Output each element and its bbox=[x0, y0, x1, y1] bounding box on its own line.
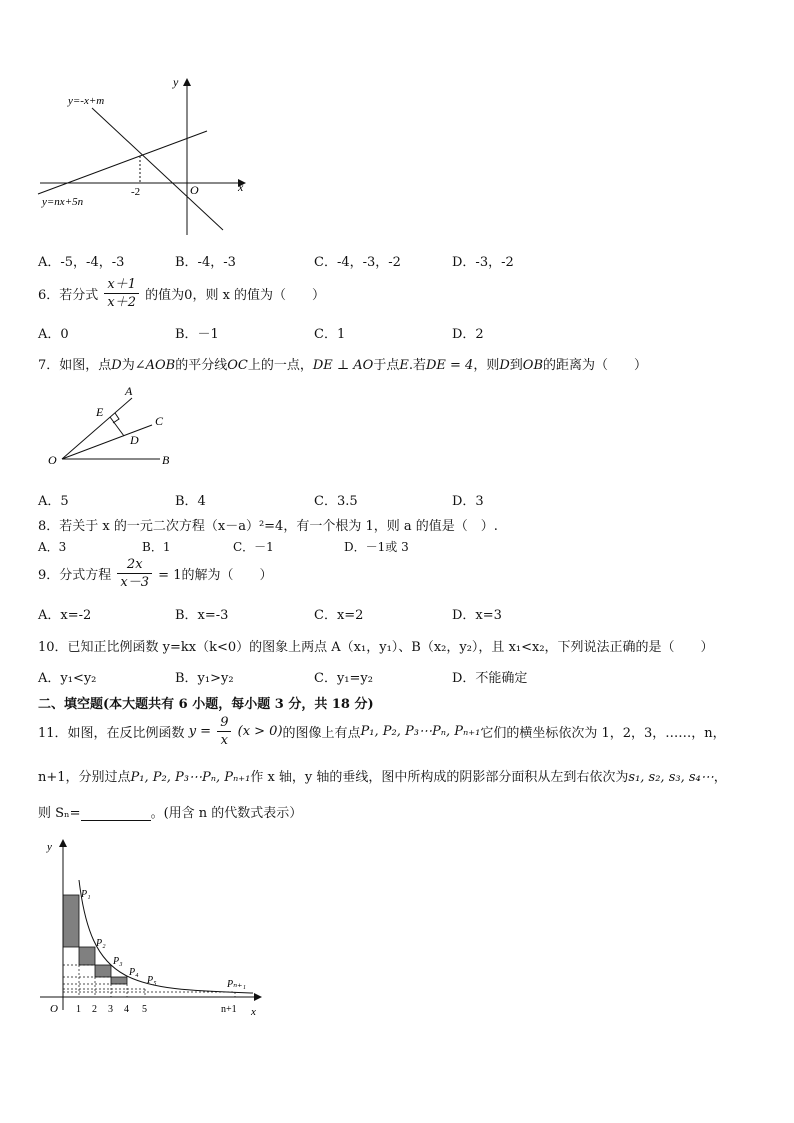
label-p2: P₂ bbox=[96, 938, 106, 949]
q11-mid: 的图像上有点 bbox=[282, 726, 361, 741]
q9-numerator: 2x bbox=[117, 556, 152, 574]
label-d: D bbox=[130, 433, 139, 447]
label-p1: P₁ bbox=[81, 889, 91, 900]
q5-option-d[interactable]: D．-3，-2 bbox=[452, 255, 514, 270]
q9-option-c[interactable]: C．x=2 bbox=[314, 608, 364, 623]
q6-prefix: 6．若分式 bbox=[38, 288, 99, 303]
q7-text-c: 的平分线 bbox=[175, 358, 228, 373]
q6-numerator: x＋1 bbox=[104, 276, 139, 294]
q7-de-perp: DE ⊥ AO bbox=[312, 358, 374, 373]
q7-figure bbox=[40, 380, 190, 470]
q11-numerator: 9 bbox=[217, 714, 231, 732]
q7-text-d: 上的一点， bbox=[247, 358, 313, 373]
q10-option-c[interactable]: C．y₁=y₂ bbox=[314, 671, 373, 686]
q6-option-c[interactable]: C．1 bbox=[314, 327, 346, 342]
label-p4: P₄ bbox=[129, 967, 139, 978]
q9-denominator: x－3 bbox=[120, 575, 150, 590]
label-x: x bbox=[251, 1006, 256, 1018]
q7-option-d[interactable]: D．3 bbox=[452, 494, 484, 509]
q7-option-a[interactable]: A．5 bbox=[38, 494, 69, 509]
shaded-area-s2 bbox=[79, 947, 95, 965]
q11-line-3 bbox=[38, 802, 302, 821]
q8-stem: 8．若关于 x 的一元二次方程（x－a）²=4，有一个根为 1，则 a 的值是（ ）. bbox=[38, 519, 498, 534]
q6-stem bbox=[38, 276, 325, 311]
q5-option-c[interactable]: C．-4，-3，-2 bbox=[314, 255, 401, 270]
q11-condition: (x > 0) bbox=[237, 724, 283, 739]
q7-point-d2: D bbox=[499, 358, 510, 373]
q7-text-a: 7．如图，点 bbox=[38, 358, 112, 373]
label-y: y bbox=[173, 75, 179, 89]
q10-option-b[interactable]: B．y₁>y₂ bbox=[175, 671, 234, 686]
tick-4: 4 bbox=[124, 1004, 129, 1015]
q11-figure bbox=[35, 835, 275, 1020]
q9-option-a[interactable]: A．x=-2 bbox=[38, 608, 92, 623]
q7-point-d: D bbox=[111, 358, 122, 373]
q11-y-eq: y = bbox=[188, 724, 212, 739]
y-axis-arrow bbox=[183, 78, 191, 86]
label-origin: O bbox=[50, 1003, 58, 1015]
q10-option-a[interactable]: A．y₁<y₂ bbox=[38, 671, 97, 686]
q6-fraction bbox=[104, 276, 139, 311]
q7-option-b[interactable]: B．4 bbox=[175, 494, 206, 509]
q11-line2c: ， bbox=[713, 770, 727, 785]
tick-1: 1 bbox=[76, 1004, 81, 1015]
q11-points: P₁, P₂, P₃⋯Pₙ, Pₙ₊₁ bbox=[360, 724, 481, 739]
q11-line3a: 则 Sₙ= bbox=[38, 806, 81, 821]
q11-fraction bbox=[217, 714, 231, 749]
shaded-area-s4 bbox=[111, 977, 127, 984]
q7-option-c[interactable]: C．3.5 bbox=[314, 494, 358, 509]
q9-option-b[interactable]: B．x=-3 bbox=[175, 608, 229, 623]
x-axis-arrow bbox=[254, 993, 262, 1001]
label-e: E bbox=[96, 405, 104, 419]
label-x: x bbox=[238, 180, 244, 194]
label-b: B bbox=[162, 453, 170, 467]
q6-option-d[interactable]: D．2 bbox=[452, 327, 484, 342]
line-y-nx-plus-5n bbox=[38, 131, 207, 194]
q7-text-g: ，则 bbox=[473, 358, 500, 373]
q9-stem bbox=[38, 556, 272, 591]
section-heading-fill-in: 二、填空题(本大题共有 6 小题，每小题 3 分，共 18 分) bbox=[38, 697, 374, 712]
q7-de-4: DE = 4 bbox=[425, 358, 474, 373]
q6-option-b[interactable]: B．－1 bbox=[175, 327, 219, 342]
tick-n-plus-1: n+1 bbox=[221, 1004, 237, 1015]
q9-suffix: = 1的解为（ ） bbox=[158, 568, 273, 583]
q11-denominator: x bbox=[220, 733, 229, 748]
tick-5: 5 bbox=[142, 1004, 147, 1015]
q8-option-a[interactable]: A．3 bbox=[38, 540, 67, 554]
label-p3: P₃ bbox=[113, 956, 123, 967]
y-axis-arrow bbox=[59, 839, 67, 847]
q8-option-c[interactable]: C．－1 bbox=[233, 540, 274, 554]
q7-stem bbox=[38, 354, 647, 373]
q6-denominator: x＋2 bbox=[107, 295, 137, 310]
q7-angle: ∠AOB bbox=[134, 358, 176, 373]
q7-text-e: 于点 bbox=[373, 358, 400, 373]
line-y-neg-x-plus-m bbox=[92, 108, 223, 230]
tick-2: 2 bbox=[92, 1004, 97, 1015]
q11-line2a: n+1，分别过点 bbox=[38, 770, 131, 785]
q11-line2b: 作 x 轴，y 轴的垂线，图中所构成的阴影部分面积从左到右依次为 bbox=[250, 770, 629, 785]
shaded-area-s1 bbox=[63, 895, 79, 947]
q10-option-d[interactable]: D．不能确定 bbox=[452, 671, 528, 686]
q5-option-a[interactable]: A．-5，-4，-3 bbox=[38, 255, 125, 270]
tick-3: 3 bbox=[108, 1004, 113, 1015]
label-line1: y=-x+m bbox=[68, 95, 105, 107]
q5-figure bbox=[30, 70, 260, 245]
q11-tail: 它们的横坐标依次为 1，2，3，……，n， bbox=[480, 726, 726, 741]
q5-option-b[interactable]: B．-4，-3 bbox=[175, 255, 236, 270]
q7-text-f: .若 bbox=[408, 358, 426, 373]
label-c: C bbox=[155, 414, 164, 428]
q10-stem: 10．已知正比例函数 y=kx（k<0）的图象上两点 A（x₁，y₁）、B（x₂，y₂），且 x₁<x₂，下列说法正确的是（ ） bbox=[38, 640, 714, 655]
label-tick: -2 bbox=[131, 186, 141, 198]
q9-prefix: 9．分式方程 bbox=[38, 568, 112, 583]
q6-option-a[interactable]: A．0 bbox=[38, 327, 69, 342]
label-y: y bbox=[47, 841, 52, 853]
q7-oc: OC bbox=[227, 358, 248, 373]
q7-point-e: E bbox=[399, 358, 409, 373]
label-p5: P₅ bbox=[147, 975, 157, 986]
label-pn1: Pₙ₊₁ bbox=[227, 979, 246, 990]
q11-areas: s₁, s₂, s₃, s₄⋯ bbox=[628, 770, 714, 785]
q9-fraction bbox=[117, 556, 152, 591]
label-o: O bbox=[48, 453, 57, 467]
label-line2: y=nx+5n bbox=[42, 196, 84, 208]
q11-answer-blank[interactable] bbox=[81, 808, 151, 821]
q7-text-i: 的距离为（ ） bbox=[543, 358, 648, 373]
q8-option-b[interactable]: B．1 bbox=[142, 540, 171, 554]
q11-prefix: 11．如图，在反比例函数 bbox=[38, 726, 185, 741]
q11-line-1 bbox=[38, 714, 726, 749]
q11-points-2: P₁, P₂, P₃⋯Pₙ, Pₙ₊₁ bbox=[130, 770, 251, 785]
q7-text-b: 为 bbox=[121, 358, 135, 373]
q11-line3b: 。(用含 n 的代数式表示） bbox=[150, 806, 303, 821]
label-a: A bbox=[125, 384, 133, 398]
q9-option-d[interactable]: D．x=3 bbox=[452, 608, 502, 623]
q6-suffix: 的值为0，则 x 的值为（ ） bbox=[145, 288, 326, 303]
q7-ob: OB bbox=[522, 358, 544, 373]
q11-line-2 bbox=[38, 766, 727, 785]
q8-option-d[interactable]: D．－1或 3 bbox=[344, 540, 409, 554]
label-origin: O bbox=[190, 183, 199, 197]
shaded-area-s3 bbox=[95, 965, 111, 977]
q7-text-h: 到 bbox=[509, 358, 523, 373]
